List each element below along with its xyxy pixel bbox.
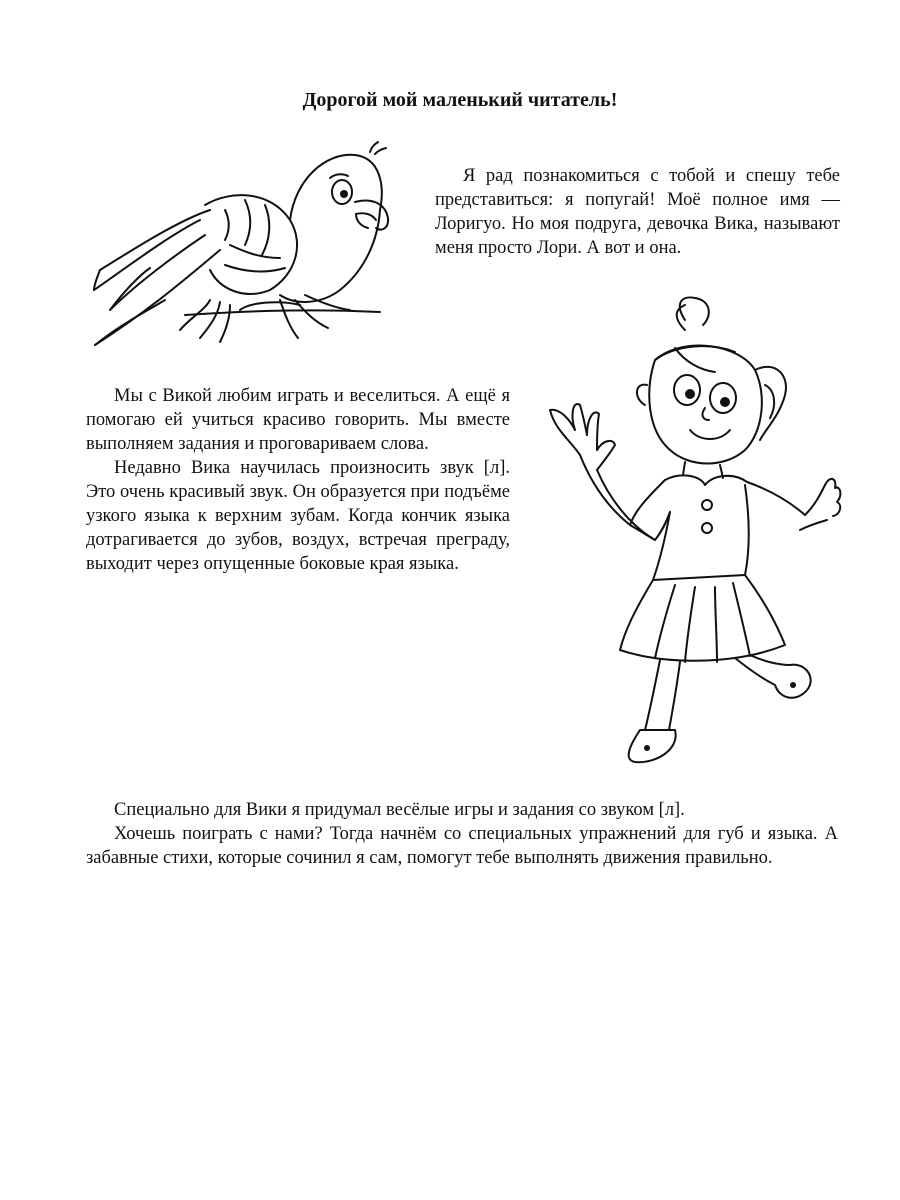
intro-paragraph	[435, 164, 840, 260]
middle-text-block	[86, 384, 510, 576]
intro-text: Я рад познакомиться с тобой и спешу тебе представиться: я попугай! Моё полное имя — Лоригуо. Но моя подруга, девочка Вика, называют меня просто Лори. А вот и она.	[435, 166, 840, 258]
page-title: Дорогой мой маленький читатель!	[302, 89, 618, 112]
paragraph-games: Мы с Викой любим играть и веселиться. А ещё я помогаю ей учиться красиво говорить. Мы вместе выполняем задания и проговариваем слова.	[86, 386, 510, 454]
parrot-illustration	[80, 140, 400, 360]
girl-illustration	[535, 290, 845, 770]
paragraph-sound-l: Недавно Вика научилась произносить звук [л]. Это очень красивый звук. Он образуется при подъёме узкого языка к верхним зубам. Когда кончик языка дотрагивается до зубов, воздух, встречая преграду, выходит через опущенные боковые края языка.	[86, 458, 510, 574]
paragraph-special-games: Специально для Вики я придумал весёлые игры и задания со звуком [л].	[114, 800, 685, 820]
bottom-text-block	[86, 798, 838, 870]
paragraph-invitation: Хочешь поиграть с нами? Тогда начнём со специальных упражнений для губ и языка. А забавные стихи, которые сочинил я сам, помогут тебе выполнять движения правильно.	[86, 824, 838, 868]
